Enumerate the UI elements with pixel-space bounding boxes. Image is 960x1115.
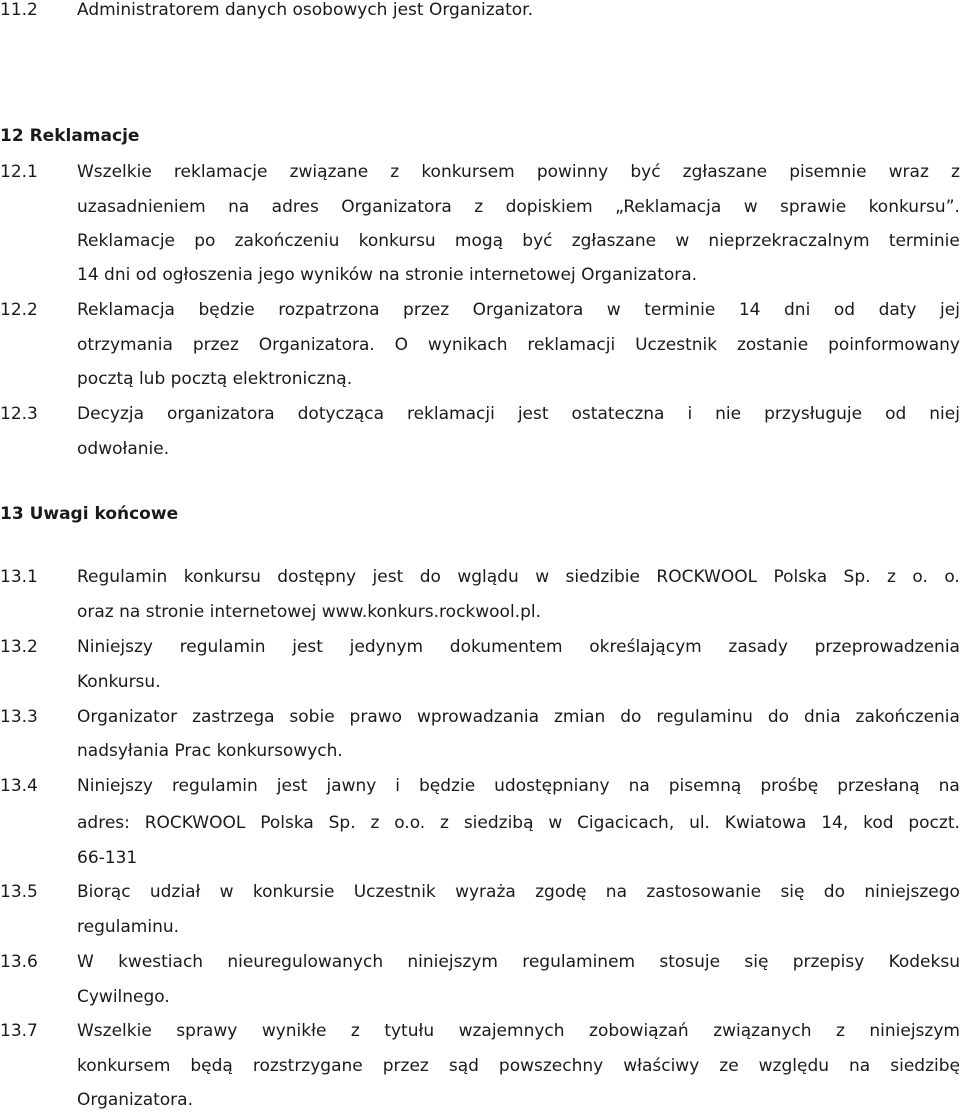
item-number-13-5: 13.5 <box>0 882 38 902</box>
item-12-1-line-1: Wszelkie reklamacje związane z konkursem powinny być zgłaszane pisemnie wraz z <box>77 162 960 182</box>
item-12-1-line-3: Reklamacje po zakończeniu konkursu mogą być zgłaszane w nieprzekraczalnym terminie <box>77 231 960 251</box>
item-13-4-line-2: adres: ROCKWOOL Polska Sp. z o.o. z siedzibą w Cigacicach, ul. Kwiatowa 14, kod poczt. <box>77 813 960 833</box>
item-12-2-line-1: Reklamacja będzie rozpatrzona przez Organizatora w terminie 14 dni od daty jej <box>77 300 960 320</box>
item-12-2-line-2: otrzymania przez Organizatora. O wynikach reklamacji Uczestnik zostanie poinformowany <box>77 335 960 355</box>
section-13-heading: 13 Uwagi końcowe <box>0 504 179 524</box>
item-number-12-2: 12.2 <box>0 300 38 320</box>
item-number-13-3: 13.3 <box>0 707 38 727</box>
item-12-2-line-3: pocztą lub pocztą elektroniczną. <box>77 369 353 389</box>
item-11-2-line-1: Administratorem danych osobowych jest Organizator. <box>77 0 533 20</box>
item-number-13-1: 13.1 <box>0 567 38 587</box>
item-13-7-line-3: Organizatora. <box>77 1090 193 1110</box>
item-13-5-line-2: regulaminu. <box>77 917 180 937</box>
item-13-2-line-1: Niniejszy regulamin jest jedynym dokumentem określającym zasady przeprowadzenia <box>77 637 960 657</box>
item-12-3-line-2: odwołanie. <box>77 439 170 459</box>
item-13-6-line-1: W kwestiach nieuregulowanych niniejszym regulaminem stosuje się przepisy Kodeksu <box>77 952 960 972</box>
item-12-1-line-4: 14 dni od ogłoszenia jego wyników na stronie internetowej Organizatora. <box>77 265 698 285</box>
item-13-2-line-2: Konkursu. <box>77 672 161 692</box>
item-12-1-line-2: uzasadnieniem na adres Organizatora z dopiskiem „Reklamacja w sprawie konkursu”. <box>77 197 960 217</box>
item-13-1-line-1: Regulamin konkursu dostępny jest do wglądu w siedzibie ROCKWOOL Polska Sp. z o. o. <box>77 567 960 587</box>
item-13-4-line-1: Niniejszy regulamin jest jawny i będzie udostępniany na pisemną prośbę przesłaną na <box>77 776 960 796</box>
item-13-5-line-1: Biorąc udział w konkursie Uczestnik wyraża zgodę na zastosowanie się do niniejszego <box>77 882 960 902</box>
item-13-3-line-2: nadsyłania Prac konkursowych. <box>77 741 343 761</box>
item-13-4-line-3: 66-131 <box>77 848 138 868</box>
item-13-7-line-1: Wszelkie sprawy wynikłe z tytułu wzajemnych zobowiązań związanych z niniejszym <box>77 1021 960 1041</box>
item-13-3-line-1: Organizator zastrzega sobie prawo wprowadzania zmian do regulaminu do dnia zakończenia <box>77 707 960 727</box>
item-13-1-line-2: oraz na stronie internetowej www.konkurs.rockwool.pl. <box>77 602 542 622</box>
item-number-12-1: 12.1 <box>0 162 38 182</box>
item-13-6-line-2: Cywilnego. <box>77 987 170 1007</box>
item-number-13-2: 13.2 <box>0 637 38 657</box>
item-13-7-line-2: konkursem będą rozstrzygane przez sąd powszechny właściwy ze względu na siedzibę <box>77 1056 960 1076</box>
section-12-heading: 12 Reklamacje <box>0 126 140 146</box>
item-number-11-2: 11.2 <box>0 0 38 20</box>
item-number-12-3: 12.3 <box>0 404 38 424</box>
item-number-13-7: 13.7 <box>0 1021 38 1041</box>
item-number-13-6: 13.6 <box>0 952 38 972</box>
item-number-13-4: 13.4 <box>0 776 38 796</box>
item-12-3-line-1: Decyzja organizatora dotycząca reklamacji jest ostateczna i nie przysługuje od niej <box>77 404 960 424</box>
